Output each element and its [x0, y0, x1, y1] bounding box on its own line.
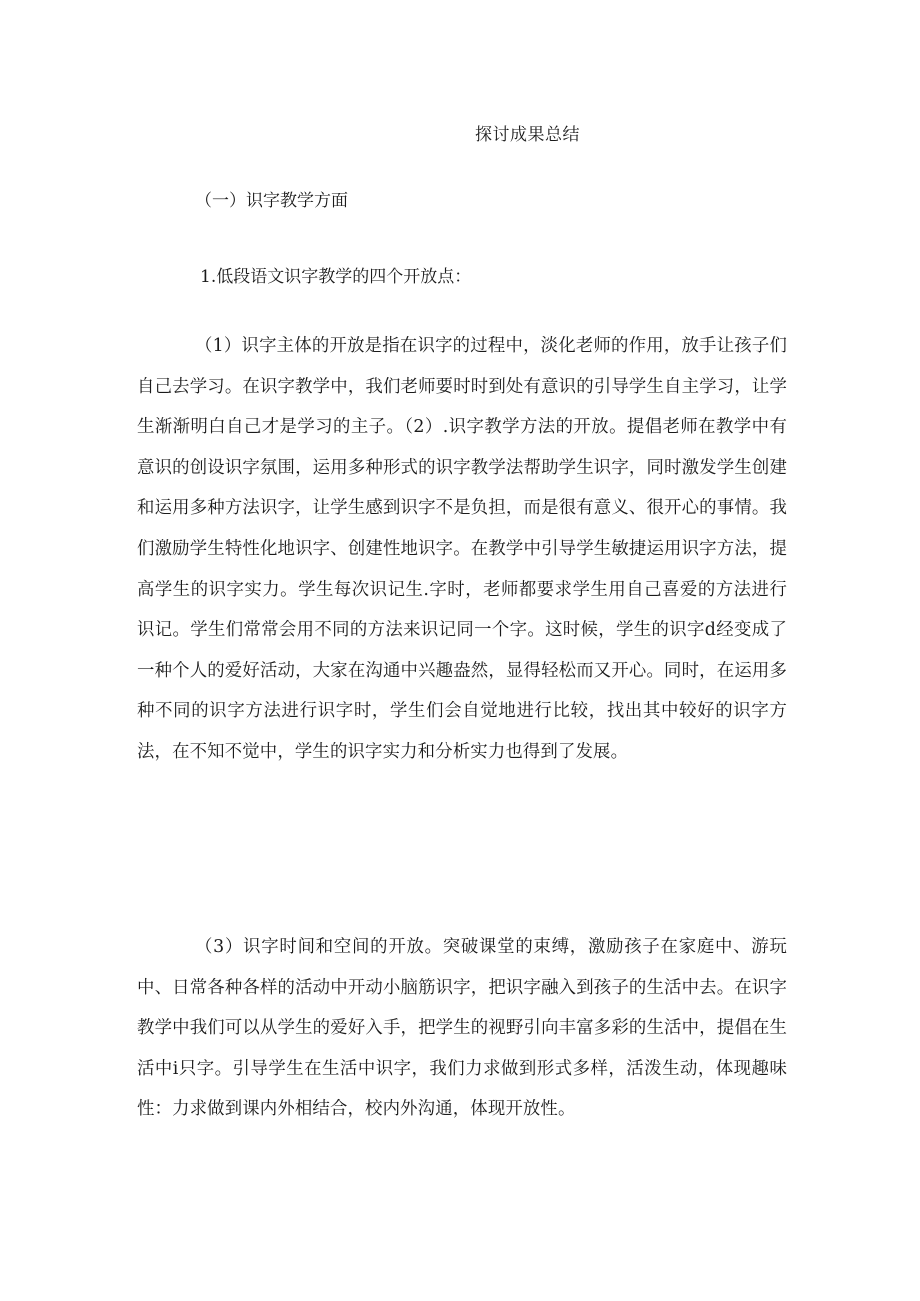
body-paragraph: （1）识字主体的开放是指在识字的过程中，淡化老师的作用，放手让孩子们自己去学习。在识字教学中，我们老师要时时到处有意识的引导学生自主学习，让学生渐渐明白自己才是学习的主子。（2）.识字教学方法的开放。提倡老师在教学中有意识的创设识字氛围，运用多种形式的识字教学法帮助学生识字，同时激发学生创建和运用多种方法识字，让学生感到识字不是负担，而是很有意义、很开心的事情。我们激励学生特性化地识字、创建性地识字。在教学中引导学生敏捷运用识字方法，提高学生的识字实力。学生每次识记生.字时，老师都要求学生用自己喜爱的方法进行识记。学生们常常会用不同的方法来识记同一个字。这时候，学生的识字d经变成了一种个人的爱好活动，大家在沟通中兴趣盎然，显得轻松而又开心。同时，在运用多种不同的识字方法进行识字时，学生们会自觉地进行比较，找出其中较好的识字方法，在不知不觉中，学生的识字实力和分析实力也得到了发展。 [137, 336, 787, 762]
body-paragraph: （3）识字时间和空间的开放。突破课堂的束缚，激励孩子在家庭中、游玩中、日常各种各样的活动中开动小脑筋识字，把识字融入到孩子的生活中去。在识字教学中我们可以从学生的爱好入手，把学生的视野引向丰富多彩的生活中，提倡在生活中i只字。引导学生在生活中识字，我们力求做到形式多样，活泼生动，体现趣味性：力求做到课内外相结合，校内外沟通，体现开放性。 [137, 937, 787, 1120]
subheading: 1.低段语文识字教学的四个开放点： [200, 267, 472, 287]
document-title: 探讨成果总结 [475, 125, 580, 145]
section-heading: （一）识字教学方面 [195, 191, 348, 211]
